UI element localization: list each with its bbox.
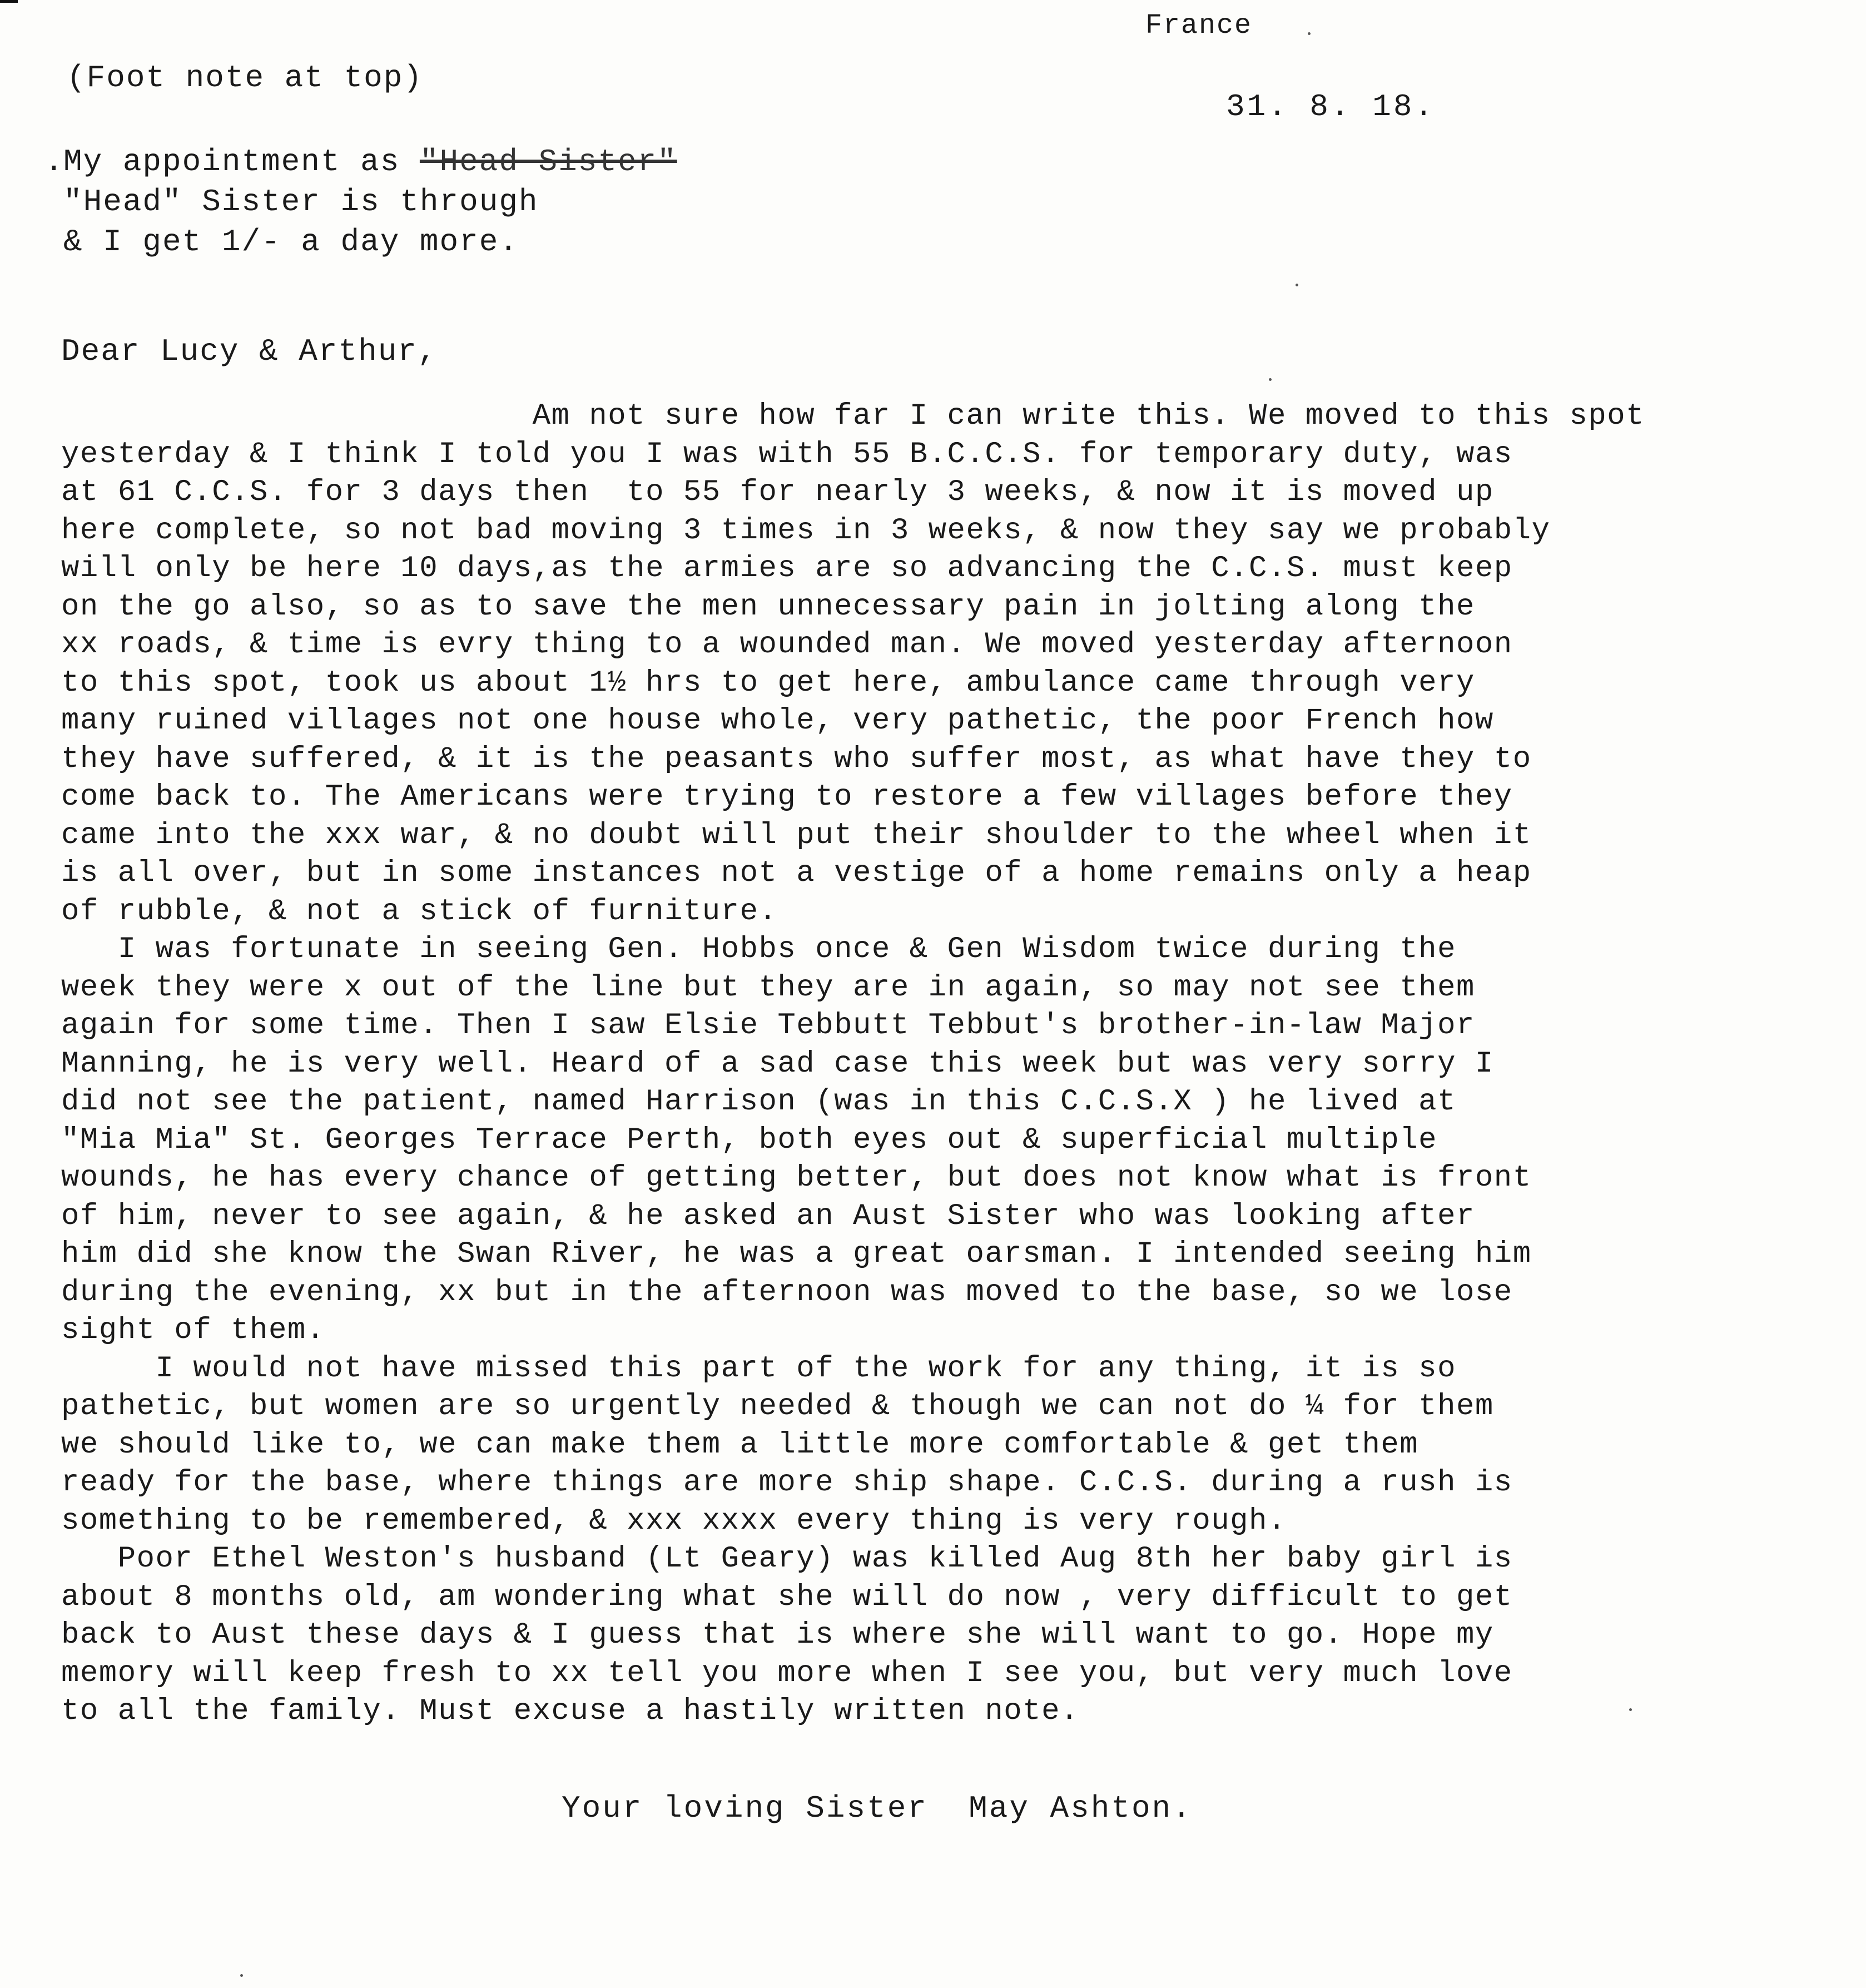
letter-date: 31. 8. 18.: [1226, 89, 1436, 125]
body-line: here complete, so not bad moving 3 times in 3 weeks, & now they say we probably: [61, 513, 1551, 548]
footnote-line: [44, 142, 677, 182]
footnote-text: "Head" Sister is through: [63, 184, 539, 220]
body-line: of him, never to see again, & he asked an Aust Sister who was looking after: [61, 1199, 1475, 1233]
footnote-block: [44, 142, 677, 262]
letter-location: France: [1145, 10, 1253, 42]
paper-speck: [240, 1974, 243, 1977]
footnote-line: [44, 182, 677, 222]
footnote-text: & I get 1/- a day more.: [63, 224, 519, 260]
paper-speck: [1629, 1708, 1632, 1711]
body-line: Manning, he is very well. Heard of a sad case this week but was very sorry I: [61, 1047, 1494, 1081]
body-line: came into the xxx war, & no doubt will put their shoulder to the wheel when it: [61, 818, 1532, 852]
body-line: to this spot, took us about 1½ hrs to get here, ambulance came through very: [61, 666, 1475, 700]
body-line: memory will keep fresh to xx tell you more when I see you, but very much love: [61, 1656, 1513, 1690]
body-line: did not see the patient, named Harrison (was in this C.C.S.X ) he lived at: [61, 1085, 1456, 1119]
body-line: "Mia Mia" St. Georges Terrace Perth, both eyes out & superficial multiple: [61, 1123, 1438, 1157]
body-line: come back to. The Americans were trying to restore a few villages before they: [61, 780, 1513, 814]
body-line: Poor Ethel Weston's husband (Lt Geary) was killed Aug 8th her baby girl is: [61, 1542, 1513, 1576]
body-line: to all the family. Must excuse a hastily written note.: [61, 1694, 1079, 1728]
footnote-line: [44, 222, 677, 262]
body-line: him did she know the Swan River, he was a great oarsman. I intended seeing him: [61, 1237, 1532, 1271]
body-line: xx roads, & time is evry thing to a wounded man. We moved yesterday afternoon: [61, 628, 1513, 662]
paper-speck: [1308, 32, 1311, 35]
footnote-label: (Foot note at top): [67, 60, 423, 96]
body-line: wounds, he has every chance of getting better, but does not know what is front: [61, 1161, 1532, 1195]
body-line: week they were x out of the line but they are in again, so may not see them: [61, 970, 1475, 1005]
letter-body: [61, 398, 1651, 1731]
signoff: Your loving Sister May Ashton.: [562, 1791, 1193, 1826]
body-line: we should like to, we can make them a little more comfortable & get them: [61, 1427, 1419, 1462]
footnote-text: My appointment as: [63, 144, 400, 180]
body-line: of rubble, & not a stick of furniture.: [61, 894, 778, 929]
salutation: Dear Lucy & Arthur,: [61, 334, 438, 369]
body-line: pathetic, but women are so urgently needed & though we can not do ¼ for them: [61, 1390, 1494, 1424]
body-line: I would not have missed this part of the work for any thing, it is so: [61, 1351, 1456, 1386]
body-line: yesterday & I think I told you I was with 55 B.C.C.S. for temporary duty, was: [61, 437, 1513, 472]
footnote-bullet: .: [44, 144, 64, 180]
body-line: again for some time. Then I saw Elsie Tebbutt Tebbut's brother-in-law Major: [61, 1009, 1475, 1043]
body-line: Am not sure how far I can write this. We moved to this spot: [61, 399, 1645, 433]
body-line: they have suffered, & it is the peasants who suffer most, as what have they to: [61, 742, 1532, 776]
body-line: ready for the base, where things are more ship shape. C.C.S. during a rush is: [61, 1466, 1513, 1500]
crossed-out-text: "Head Sister": [419, 144, 677, 180]
body-line: many ruined villages not one house whole, very pathetic, the poor French how: [61, 704, 1494, 738]
body-line: at 61 C.C.S. for 3 days then to 55 for nearly 3 weeks, & now it is moved up: [61, 475, 1494, 509]
body-line: I was fortunate in seeing Gen. Hobbs once & Gen Wisdom twice during the: [61, 933, 1456, 966]
body-line: during the evening, xx but in the afternoon was moved to the base, so we lose: [61, 1275, 1513, 1310]
body-line: will only be here 10 days,as the armies are so advancing the C.C.S. must keep: [61, 552, 1513, 586]
paper-speck: [1269, 378, 1272, 381]
body-line: something to be remembered, & xxx xxxx every thing is very rough.: [61, 1504, 1287, 1538]
body-line: about 8 months old, am wondering what she will do now , very difficult to get: [61, 1580, 1513, 1614]
body-line: on the go also, so as to save the men unnecessary pain in jolting along the: [61, 589, 1475, 624]
paper-speck: [1296, 284, 1298, 286]
scan-corner-mark: [0, 0, 18, 3]
body-line: back to Aust these days & I guess that is where she will want to go. Hope my: [61, 1618, 1494, 1652]
body-line: is all over, but in some instances not a vestige of a home remains only a heap: [61, 856, 1532, 890]
body-line: sight of them.: [61, 1313, 325, 1347]
